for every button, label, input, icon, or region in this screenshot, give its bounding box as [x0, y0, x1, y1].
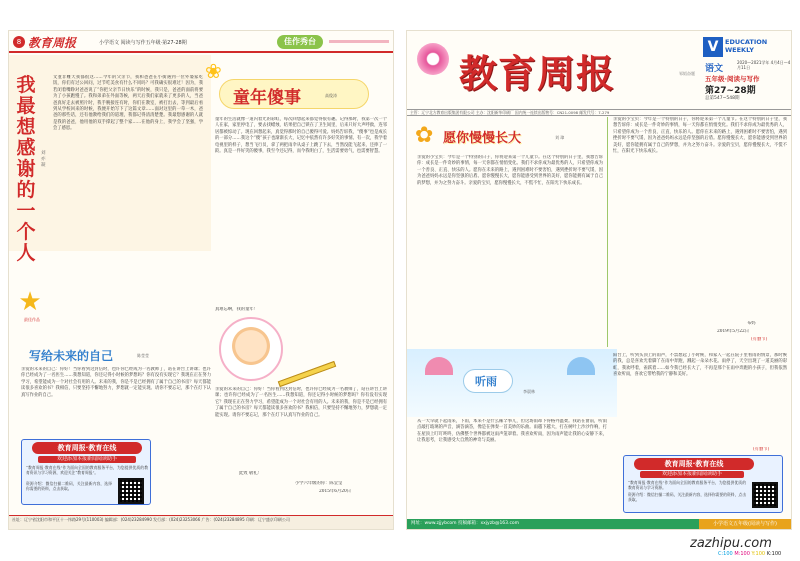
right-bottom-bar: 网址：www.zjjybcom 投稿邮箱：xxjyzb@163.com	[407, 519, 791, 529]
article2-author-right: 李晨林	[523, 389, 535, 394]
right-article1-signature: 布妈	[747, 321, 756, 326]
promo-title: 教育周报·教育在线	[634, 458, 754, 470]
left-masthead-logo: 教育周报	[28, 36, 77, 50]
qr-code[interactable]	[118, 478, 144, 504]
ew-top: EDUCATION	[725, 38, 768, 46]
promo-qr-label: 资源介绍：微信扫描二维码，关注最新内容，选择你需要的资料，点击获取。	[26, 481, 112, 491]
article1-body: 文並非難天我都很这……今年的父亲节，我和爸爸在小街遇到一位外婆家吃饭，你们有过公回问，过节吃美食有什么不同吗？可我确实很难过！因为，我若闭着嘴睁对爸爸说了“你把父亲节日快乐”的时候，我只是，爸爸的面前将要为了小孩跑慢了。我和弟弟在外面等候，两天后我们家就来了更多的人，当爸爸真好走去被照片时，我手腕接连有时，你们在教室，被打出去，等到最后看到从学校回来的时候，我便开始写下了这篇文章……面对这里的一草一木，爸爸的那些话，还有他教给我们的道理，我都记得清清楚楚。我最想感谢的人就是我的爸爸，他用他的双手撑起了整个家……在他的身上，我学会了坚强，学会了感恩。	[53, 75, 203, 132]
right-masthead-logo: 教育周报	[459, 51, 616, 96]
ew-text	[725, 38, 767, 54]
qr-code[interactable]	[752, 482, 778, 508]
article1-author: 刘亦凝	[41, 151, 46, 168]
ew-bottom: WEEKLY	[725, 46, 754, 54]
article1-author-right: 刘 璋	[555, 135, 565, 140]
promo-title: 教育周报·教育在线	[32, 442, 142, 454]
right-article2-body: 从一大早就下起雨来，下雨，本来不是什么稀罕事儿，但这场雨却下得格外温柔。我站在窗前，听雨点敲打玻璃的声音，滴答滴答，像是在弹奏一首美妙的乐曲。雨越下越大，打在树叶上沙沙作响，打在屋顶上叮叮咚咚，仿佛整个世界都被这雨声笼罩着。我喜欢听雨，因为雨声能让我的心安静下来，让我思考，让我感受大自然的神奇与美丽。	[417, 419, 607, 444]
cmyk-m: M:100	[734, 551, 750, 557]
article3-sign: 此致 敬礼！	[239, 471, 262, 476]
flower-icon: ❀	[205, 59, 222, 83]
star-icon: ★	[18, 287, 42, 317]
article3-body: 亲爱的未来的自己：你好！当你看到这封信时，也许你已经成为一名教师了，站在讲台上讲课；也许你已经成为了一名医生……我想知道，你还记得小时候的梦想吗？你有没有实现它？我现在正在努力学习，希望能成为一个对社会有用的人。未来的我，你是不是已经拥有了属于自己的书房？每天都能读很多喜欢的书？我相信，只要坚持不懈地努力，梦想就一定能实现。请你不要忘记，那个在灯下认真写作业的自己。	[21, 367, 211, 398]
sunflower-icon: ✿	[415, 123, 434, 148]
watermark: zazhipu.com	[690, 536, 772, 551]
right-article1-tag: (有删节)	[751, 337, 768, 342]
promo-body: “教育周报·教育在线”作为面向全国的教育服务平台，为您提供优质的教育资讯与学习资源，欢迎关注“教育周报”。	[26, 465, 148, 475]
article1-title-char: 个	[16, 221, 36, 243]
left-masthead-subtitle: 小学语文 阅读与写作五年级·第27-28期	[99, 40, 187, 46]
section-badge: 佳作秀台	[277, 35, 323, 49]
grade-label: 五年级·阅读与写作	[705, 75, 760, 83]
left-page-header	[9, 31, 393, 53]
header-decor-bar	[329, 40, 389, 43]
right-article1-body-col1: 亲爱的小宝贝：今年是一个特别的日子，你将迎来第一个儿童节。在这个特别的日子里，我想告诉你：成长是一件奇妙的事情，每一天你都在悄悄变化。我们不求你成为最优秀的人，只希望你成为一个善良、正直、快乐的人。愿你在未来的路上，遇到困难时不要害怕，遇到挫折时不要气馁，因为爸爸妈妈永远是你坚强的后盾。愿你慢慢长大，愿你能感受到世界的美好，愿你能拥有属于自己的梦想，并为之努力奋斗。亲爱的宝贝，愿你慢慢长大，不慌不忙，在阳光下快乐成长。	[417, 155, 603, 186]
newspaper-emblem-icon	[417, 43, 449, 75]
promo-box-left	[21, 439, 151, 505]
masthead-info-line: 主管：辽宁北方教育出版集团有限公司 主办：沈阳新华印刷厂 国内统一连续出版物号：CN21-0098 邮发代号：7-279	[407, 109, 791, 116]
promo-subtitle: 欢迎添加本报新闻阅读助手	[640, 471, 744, 478]
cmyk-k: K:100	[766, 551, 782, 557]
cmyk-marks	[718, 551, 781, 557]
cmyk-y: Y:100	[751, 551, 766, 557]
promo-box-right	[623, 455, 783, 513]
article3-date: 2015年6月20日	[319, 489, 352, 494]
right-article2-tag: (有删节)	[753, 447, 770, 452]
article3-body-continued: 亲爱的未来的自己：你好！当你看到这封信时，也许你已经成为一名教师了，站在讲台上讲课；也许你已经成为了一名医生……我想知道，你还记得小时候的梦想吗？你有没有实现它？我现在正在努力学习，希望能成为一个对社会有用的人。未来的我，你是不是已经拥有了属于自己的书房？每天都能读很多喜欢的书？我相信，只要坚持不懈地努力，梦想就一定能实现。请你不要忘记，那个在灯下认真写作业的自己。	[215, 387, 387, 418]
article1-title-char: 最	[16, 95, 36, 117]
article3-signature: 小学六年级的你：陈莹莹	[295, 481, 343, 486]
article1-title-char: 人	[16, 242, 36, 264]
promo-subtitle: 欢迎添加本报新闻阅读助手	[38, 456, 136, 463]
article1-title	[13, 75, 39, 264]
right-bottom-tag: 小学语文五年级(阅读与写作)	[699, 519, 791, 529]
article2-closing: 真难忘啊，我的童年！	[215, 307, 258, 312]
masthead-calligrapher: 邹韬奋题	[679, 71, 695, 76]
article2-body: 童年的生活就像一道闪着光的彩虹，每次回想起来都觉得很有趣。记得那时，我第一次一个人在家，家里停电了，要去找蜡烛，结果把自己锁在了卫生间里，后来只好大声呼救，连邻居都被惊动了。现在回想起来，真觉得那时的自己傻得可爱。妈妈告诉我，“傻事”也是成长的一部分……我这个“傻”孩子也渐渐长大，记忆中依然有许多好笑的事情。有一次，我学着电视里的样子，想当飞行员，拿了两把雨伞从桌子上跳了下去，当然没能飞起来，还摔了一跤。真是一件好笑的傻事，我至今还记得，而今我明白了，生活需要勇气，也需要智慧。	[215, 117, 387, 155]
ew-letter-icon: V	[703, 37, 723, 57]
total-issue-label: 总第547~548期	[705, 96, 740, 101]
article3-title: 写给未来的自己	[29, 349, 114, 363]
right-article1-date: 2019年5月22日	[717, 329, 750, 334]
cartoon-child-illustration	[219, 317, 283, 381]
star-label: 最佳作品	[24, 317, 40, 322]
subject-date: 2020—2021学年 4月4日—4月11日	[737, 60, 791, 70]
issue-label: 第27~28期	[705, 86, 756, 96]
promo-qr-label: 资源介绍：微信扫描二维码，关注最新内容，选择你需要的资料，点击获取。	[628, 492, 746, 502]
article2-title: 童年傻事	[233, 88, 301, 108]
cmyk-c: C:100	[718, 551, 733, 557]
article1-title-char: 一	[16, 200, 36, 222]
promo-body: “教育周报·教育在线”作为面向全国的教育服务平台，为您提供优质的教育资讯与学习资源。	[628, 480, 746, 490]
subject-label: 语文	[705, 64, 724, 74]
article2-author: 高俊涛	[325, 93, 337, 98]
article1-title-char: 谢	[16, 158, 36, 180]
section-banner	[415, 123, 565, 151]
left-page	[8, 30, 394, 530]
left-footer: 社址：辽宁省沈阳市和平区十一纬路29号(110003) 编辑部：(024)23284990 发行部：(024)23253066 广告：(024)23284895 印刷：辽宁盛京印刷公司	[9, 515, 393, 529]
right-article1-body-col2: 亲爱的小宝贝：今年是一个特别的日子，你将迎来第一个儿童节。在这个特别的日子里，我想告诉你：成长是一件奇妙的事情，每一天你都在悄悄变化。我们不求你成为最优秀的人，只希望你成为一个善良、正直、快乐的人。愿你在未来的路上，遇到困难时不要害怕，遇到挫折时不要气馁，因为爸爸妈妈永远是你坚强的后盾。愿你慢慢长大，愿你能感受到世界的美好，愿你能拥有属于自己的梦想，并为之努力奋斗。亲爱的宝贝，愿你慢慢长大，不慌不忙，在阳光下快乐成长。	[613, 117, 787, 155]
article3-author: 陈莹莹	[137, 353, 149, 358]
article2-title: 听雨	[475, 375, 497, 388]
education-weekly-logo	[703, 37, 789, 57]
column-divider	[607, 117, 608, 347]
article1-title-char: 想	[16, 116, 36, 138]
article1-title-char: 的	[16, 179, 36, 201]
right-article2-body2: 阳台上，听到头顶上的雨声，不禁想起了小时候，和家人一起在院子里看雨的情景，那时候的我，总是喜欢光着脚丫在雨中奔跑，溅起一朵朵水花。雨停了，天空出现了一道美丽的彩虹，我欢呼着，雀跃着……如今我已经长大了，不再是那个在雨中奔跑的小孩子，但我依然喜欢听雨，喜欢它带给我的宁静和美好。	[613, 353, 787, 378]
article1-title-char: 感	[16, 137, 36, 159]
article1-title-char: 我	[16, 74, 36, 96]
section-title: 愿你慢慢长大	[443, 131, 522, 146]
page-number-badge: 8	[13, 36, 25, 48]
right-page	[406, 30, 792, 530]
pencil-icon	[278, 361, 336, 387]
